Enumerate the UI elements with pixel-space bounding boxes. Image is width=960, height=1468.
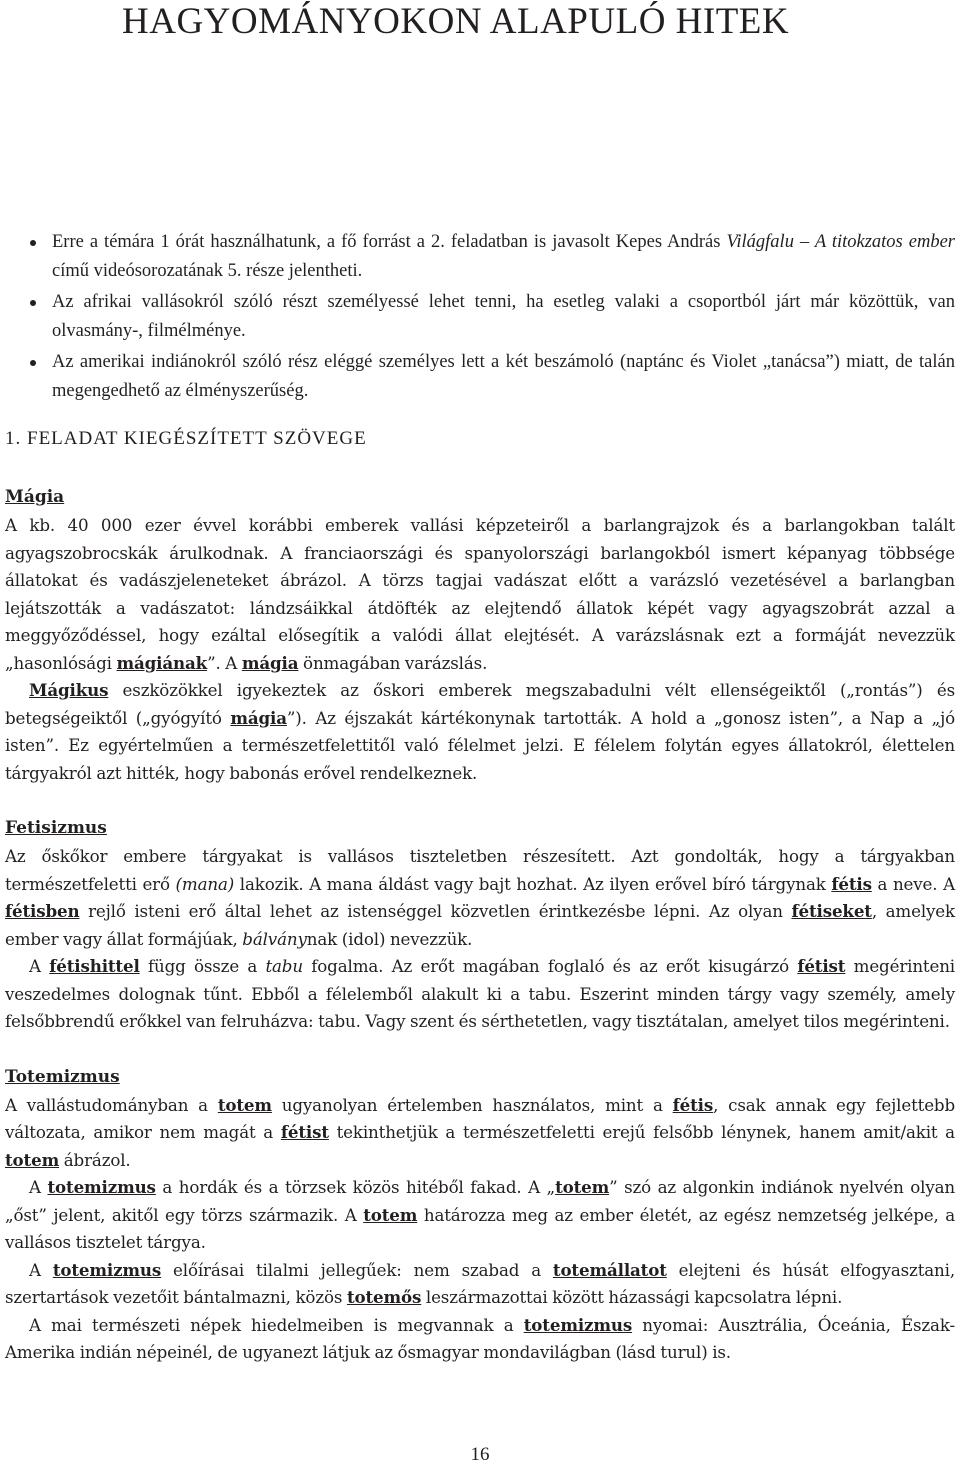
bullet-text: Erre a témára 1 órát használhatunk, a fő forrást a 2. feladatban is javasolt Kepes András <box>52 232 727 252</box>
text-run: A <box>29 1259 53 1280</box>
list-item <box>0 348 955 406</box>
keyword: mágia <box>241 652 299 673</box>
text-run: A vallástudományban a <box>5 1094 218 1115</box>
list-item <box>0 228 955 286</box>
keyword: totem <box>363 1204 418 1225</box>
keyword: totem <box>5 1149 60 1170</box>
text-run: nyomai: Ausztrália, Óceánia, Észak-Amerika indián népeinél, de ugyanezt látjuk az ősmagyar mondavilágban (lásd turul) is. <box>5 1314 955 1362</box>
paragraph <box>5 1257 955 1312</box>
bullet-text: Az amerikai indiánokról szóló rész eléggé személyes lett a két beszámoló (naptánc és Violet „tanácsa”) miatt, de talán megengedhető az élményszerűség. <box>52 352 955 401</box>
text-run: határozza meg az ember életét, az egész nemzetség jelképe, a vallásos tisztelet tárgya. <box>5 1204 955 1252</box>
text-run: függ össze a <box>139 956 266 976</box>
keyword: totemős <box>346 1287 422 1307</box>
paragraph <box>5 677 955 787</box>
section-gap <box>5 787 955 814</box>
paragraph <box>5 1312 955 1367</box>
keyword: totemizmus <box>523 1314 633 1335</box>
keyword: totemizmus <box>52 1259 162 1280</box>
text-run: megérinteni veszedelmes dolognak tűnt. Ebből a félelemből alakult ki a tabu. Eszerint minden tárgy vagy személy, amely felsőbbrendű erőkkel van felruházva: tabu. Vagy szent és sérthetetlen, vagy tisztátalan, amelyet tilos megérinteni. <box>5 956 955 1031</box>
italic-term: tabu <box>265 956 303 976</box>
italic-term: (mana) <box>175 873 235 894</box>
paragraph <box>5 843 955 953</box>
text-run: önmagában varázslás. <box>298 652 488 673</box>
keyword: fétisben <box>5 901 80 921</box>
text-run: előírásai tilalmi jellegűek: nem szabad a <box>161 1259 553 1280</box>
text-run: tekinthetjük a természetfeletti erejű felsőbb lénynek, hanem amit/akit a <box>328 1122 955 1142</box>
text-run: lakozik. A mana áldást vagy bajt hozhat. Az ilyen erővel bíró tárgynak <box>234 873 832 894</box>
subheading-fetisizmus: Fetisizmus <box>5 818 107 838</box>
keyword: totem <box>555 1177 610 1197</box>
keyword: Mágikus <box>29 680 109 700</box>
text-run: a hordák és a törzsek közös hitéből fakad. A „ <box>155 1177 556 1197</box>
section-gap <box>5 1036 955 1063</box>
text-run: elejteni és húsát elfogyasztani, szertartások vezetőit bántalmazni, közös <box>5 1259 955 1307</box>
paragraph <box>5 1092 955 1175</box>
text-run: , amelyek ember vagy állat formájúak, <box>5 901 955 949</box>
keyword: totem <box>217 1094 272 1115</box>
keyword: mágia <box>230 707 287 728</box>
keyword: mágiának <box>116 652 208 673</box>
keyword: totemállatot <box>552 1259 667 1280</box>
text-run: A <box>29 956 50 976</box>
keyword: totemizmus <box>47 1177 156 1197</box>
text-run: ” szó az algonkin indiánok nyelvén olyan „őst” jelent, akitől egy törzs származik. A <box>5 1177 955 1225</box>
intro-bullet-list <box>0 228 960 408</box>
page-number: 16 <box>470 1444 490 1465</box>
text-run: ugyanolyan értelemben használatos, mint a <box>271 1094 673 1115</box>
text-run: Az őskőkor embere tárgyakat is vallásos tiszteletben részesített. Azt gondolták, hogy a tárgyakban természetfeletti erő <box>5 846 955 894</box>
keyword: fétiseket <box>791 901 872 921</box>
italic-term: bálvány <box>242 928 307 949</box>
bullet-icon <box>30 240 36 246</box>
bullet-icon <box>30 300 36 306</box>
subheading-totemizmus: Totemizmus <box>5 1066 120 1087</box>
paragraph <box>5 1174 955 1257</box>
keyword: fétis <box>831 873 872 894</box>
document-body <box>5 483 955 1367</box>
text-run: ”). Az éjszakát kártékonynak tartották. A hold a „gonosz isten”, a Nap a „jó isten”. Ez egyértelműen a természetfelettitől való félelmet jelzi. E félelem folytán egyes állatokról, élettelen tárgyakról azt hitték, hogy babonás erővel rendelkeznek. <box>5 707 955 783</box>
text-run: ”. A <box>207 652 242 673</box>
keyword: fétist <box>797 956 846 976</box>
paragraph <box>5 512 955 677</box>
bullet-italic-title: Világfalu – A titokzatos ember <box>726 232 955 252</box>
keyword: fétishittel <box>49 956 140 976</box>
keyword: fétis <box>672 1094 714 1115</box>
text-run: a neve. A <box>871 873 955 894</box>
bullet-text: című videósorozatának 5. része jelentheti. <box>52 261 363 281</box>
section-heading: 1. FELADAT KIEGÉSZÍTETT SZÖVEGE <box>5 428 367 449</box>
text-run: rejlő isteni erő által lehet az istenséggel közvetlen érintkezésbe lépni. Az olyan <box>79 901 792 921</box>
text-run: A <box>29 1177 48 1197</box>
page-title: HAGYOMÁNYOKON ALAPULÓ HITEK <box>122 1 790 42</box>
list-item <box>0 288 955 346</box>
bullet-icon <box>30 360 36 366</box>
text-run: fogalma. Az erőt magában foglaló és az erőt kisugárzó <box>302 956 798 976</box>
text-run: leszármazottai között házassági kapcsolatra lépni. <box>421 1287 843 1307</box>
keyword: fétist <box>280 1122 329 1142</box>
subheading-magia: Mágia <box>5 487 65 507</box>
text-run: ábrázol. <box>59 1149 131 1170</box>
text-run: , csak annak egy fejlettebb változata, amikor nem magát a <box>5 1094 955 1142</box>
text-run: A mai természeti népek hiedelmeiben is megvannak a <box>29 1314 524 1335</box>
text-run: nak (idol) nevezzük. <box>306 928 473 949</box>
paragraph <box>5 953 955 1036</box>
text-run: A kb. 40 000 ezer évvel korábbi emberek vallási képzeteiről a barlangrajzok és a barlangokban talált agyagszobrocskák árulkodnak. A franciaországi és spanyolországi barlangokból ismert képanyag többsége állatokat és vadászjeleneteket ábrázol. A törzs tagjai vadászat előtt a varázsló vezetésével a barlangban lejátszották a vadászatot: lándzsáikkal átdöfték az elejtendő állatok képét vagy agyagszobrát azzal a meggyőződéssel, hogy ezáltal elősegítik a valódi állat elejtését. A varázslásnak ezt a formáját nevezzük „hasonlósági <box>5 515 955 673</box>
bullet-text: Az afrikai vallásokról szóló részt személyessé lehet tenni, ha esetleg valaki a csoportból járt már közöttük, van olvasmány-, filmélménye. <box>52 292 955 341</box>
text-run: eszközökkel igyekeztek az őskori emberek megszabadulni vélt ellenségeiktől („rontás”) és betegségeiktől („gyógyító <box>5 680 955 728</box>
